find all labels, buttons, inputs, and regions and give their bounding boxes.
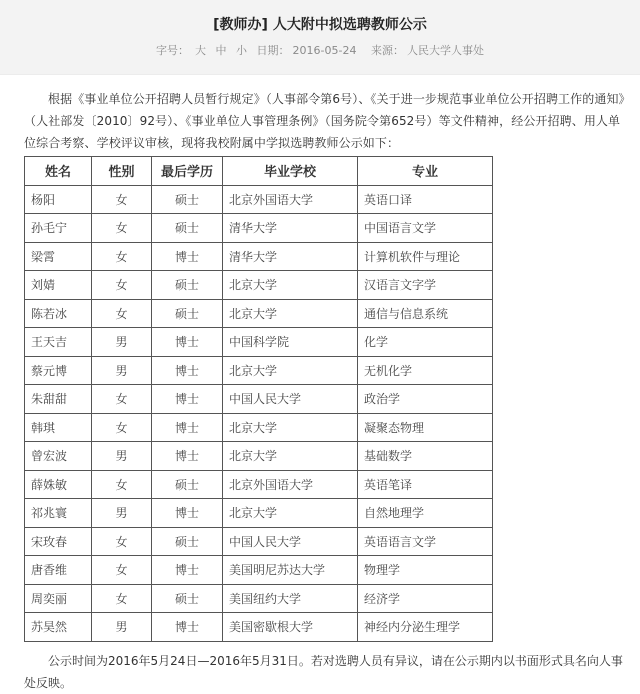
cell-school: 美国纽约大学 [223,584,358,613]
cell-degree: 硕士 [152,470,223,499]
header-major: 专业 [358,157,493,186]
cell-school: 中国人民大学 [223,527,358,556]
cell-name: 梁霄 [25,242,92,271]
cell-degree: 硕士 [152,185,223,214]
cell-major: 计算机软件与理论 [358,242,493,271]
publish-date: 2016-05-24 [292,44,357,57]
cell-degree: 博士 [152,385,223,414]
cell-name: 朱甜甜 [25,385,92,414]
cell-name: 陈若冰 [25,299,92,328]
cell-major: 自然地理学 [358,499,493,528]
cell-degree: 博士 [152,442,223,471]
cell-major: 经济学 [358,584,493,613]
cell-gender: 女 [92,556,152,585]
table-row [25,214,493,243]
article-meta [0,42,640,58]
cell-gender: 男 [92,356,152,385]
cell-name: 韩琪 [25,413,92,442]
cell-major: 神经内分泌生理学 [358,613,493,642]
cell-gender: 女 [92,470,152,499]
table-row [25,613,493,642]
header-name: 姓名 [25,157,92,186]
cell-name: 蔡元博 [25,356,92,385]
table-row [25,299,493,328]
cell-name: 周奕丽 [25,584,92,613]
cell-degree: 博士 [152,242,223,271]
cell-degree: 博士 [152,613,223,642]
cell-degree: 硕士 [152,214,223,243]
article-body [0,88,640,694]
cell-major: 政治学 [358,385,493,414]
cell-gender: 女 [92,299,152,328]
date-label: 日期： [256,44,290,57]
cell-name: 祁兆寰 [25,499,92,528]
cell-gender: 女 [92,584,152,613]
cell-name: 宋玫春 [25,527,92,556]
table-row [25,242,493,271]
cell-major: 英语语言文学 [358,527,493,556]
table-row [25,470,493,499]
header-gender: 性别 [92,157,152,186]
cell-school: 美国密歇根大学 [223,613,358,642]
cell-major: 英语口译 [358,185,493,214]
cell-degree: 博士 [152,328,223,357]
cell-major: 中国语言文学 [358,214,493,243]
cell-school: 美国明尼苏达大学 [223,556,358,585]
source-label: 来源： [370,44,404,57]
cell-major: 凝聚态物理 [358,413,493,442]
cell-major: 化学 [358,328,493,357]
table-row [25,385,493,414]
cell-name: 杨阳 [25,185,92,214]
cell-name: 唐香维 [25,556,92,585]
table-row [25,584,493,613]
cell-gender: 女 [92,185,152,214]
table-row [25,499,493,528]
cell-major: 英语笔译 [358,470,493,499]
table-row [25,185,493,214]
cell-major: 无机化学 [358,356,493,385]
cell-major: 物理学 [358,556,493,585]
cell-degree: 硕士 [152,271,223,300]
table-row [25,413,493,442]
cell-school: 清华大学 [223,242,358,271]
table-header-row [25,157,493,186]
cell-gender: 男 [92,328,152,357]
candidates-table [24,156,493,642]
cell-degree: 博士 [152,556,223,585]
cell-gender: 男 [92,442,152,471]
cell-name: 刘婧 [25,271,92,300]
cell-gender: 男 [92,499,152,528]
header-school: 毕业学校 [223,157,358,186]
cell-name: 王天吉 [25,328,92,357]
cell-school: 北京大学 [223,413,358,442]
cell-school: 北京外国语大学 [223,470,358,499]
cell-gender: 女 [92,527,152,556]
notice-footer: 公示时间为2016年5月24日—2016年5月31日。若对选聘人员有异议，请在公示期内以书面形式具名向人事处反映。 [24,653,623,690]
cell-gender: 女 [92,214,152,243]
cell-major: 基础数学 [358,442,493,471]
cell-degree: 硕士 [152,299,223,328]
cell-school: 中国科学院 [223,328,358,357]
cell-school: 北京大学 [223,271,358,300]
cell-school: 北京大学 [223,356,358,385]
table-body [25,185,493,641]
font-size-large-link[interactable]: 大 [195,44,207,57]
table-row [25,328,493,357]
cell-degree: 硕士 [152,527,223,556]
cell-major: 汉语言文字学 [358,271,493,300]
table-row [25,271,493,300]
cell-name: 薛姝敏 [25,470,92,499]
cell-gender: 男 [92,613,152,642]
cell-degree: 博士 [152,356,223,385]
cell-name: 孙毛宁 [25,214,92,243]
cell-gender: 女 [92,271,152,300]
cell-school: 北京大学 [223,442,358,471]
intro-paragraph: 根据《事业单位公开招聘人员暂行规定》（人事部令第6号）、《关于进一步规范事业单位公开招聘工作的通知》（人社部发〔2010〕92号）、《事业单位人事管理条例》（国务院令第652号）等文件精神，经公开招聘、用人单位综合考察、学校评议审核，现将我校附属中学拟选聘教师公示如下： [24,92,625,150]
table-row [25,442,493,471]
cell-degree: 博士 [152,413,223,442]
cell-name: 苏昊然 [25,613,92,642]
table-row [25,527,493,556]
cell-gender: 女 [92,242,152,271]
source-value: 人民大学人事处 [406,44,484,57]
cell-gender: 女 [92,413,152,442]
cell-school: 北京外国语大学 [223,185,358,214]
font-size-label: 字号： [156,44,190,57]
header-degree: 最后学历 [152,157,223,186]
font-size-small-link[interactable]: 小 [236,44,248,57]
cell-name: 曾宏波 [25,442,92,471]
cell-school: 北京大学 [223,499,358,528]
cell-major: 通信与信息系统 [358,299,493,328]
article-header [0,0,640,75]
table-row [25,356,493,385]
cell-degree: 硕士 [152,584,223,613]
cell-degree: 博士 [152,499,223,528]
font-size-medium-link[interactable]: 中 [215,44,227,57]
table-row [25,556,493,585]
cell-gender: 女 [92,385,152,414]
cell-school: 中国人民大学 [223,385,358,414]
cell-school: 清华大学 [223,214,358,243]
cell-school: 北京大学 [223,299,358,328]
article-title: [教师办] 人大附中拟选聘教师公示 [213,17,427,33]
